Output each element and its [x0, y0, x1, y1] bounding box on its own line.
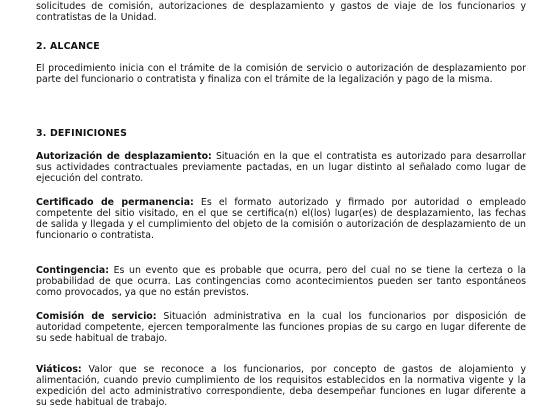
definition-text: Es un evento que es probable que ocurra, pero del cual no se tiene la certeza o la probabilidad de que ocurra. Las contingencias como acontecimientos pueden ser tanto espontáneos como provocados, ya que no están previstos. [36, 265, 526, 298]
definition-term: Certificado de permanencia: [36, 197, 194, 208]
definition-term: Contingencia: [36, 265, 109, 276]
definition-text: Situación en la que el contratista es autorizado para desarrollar sus actividades contractuales previamente pactadas, en un lugar distinto al señalado como lugar de ejecución del contrato. [36, 151, 526, 184]
definition-text: Situación administrativa en la cual los funcionarios por disposición de autoridad competente, ejercen temporalmente las funciones propias de su cargo en lugar diferente de su sede habitual de trabajo. [36, 311, 527, 344]
definition-term: Comisión de servicio: [36, 311, 157, 322]
alcance-paragraph: El procedimiento inicia con el trámite de la comisión de servicio o autorización de desplazamiento por parte del funcionario o contratista y finaliza con el trámite de la legalización y pago de la misma. [36, 63, 526, 85]
section-heading-definiciones: 3. DEFINICIONES [36, 128, 128, 139]
definition-term: Viáticos: [36, 364, 82, 375]
definition-contingencia [36, 265, 526, 298]
definition-text: Es el formato autorizado y firmado por autoridad o empleado competente del sitio visitado, en el que se certifica(n) el(los) lugar(es) de desplazamiento, las fechas de salida y llegada y el cumplimiento del objeto de la comisión o autorización de desplazamiento de un funcionario o contratista. [36, 197, 527, 241]
definition-autorizacion-desplazamiento [36, 151, 526, 184]
section-heading-alcance: 2. ALCANCE [36, 41, 100, 52]
intro-paragraph: solicitudes de comisión, autorizaciones de desplazamiento y gastos de viaje de los funcionarios y contratistas de la Unidad. [36, 1, 526, 23]
definition-text: Valor que se reconoce a los funcionarios, por concepto de gastos de alojamiento y alimentación, cuando previo cumplimiento de los requisitos establecidos en la normativa vigente y la expedición del acto administrativo correspondiente, deba desempeñar funciones en lugar diferente a su sede habitual de trabajo. [36, 364, 526, 408]
definition-comision-servicio [36, 311, 526, 344]
definition-viaticos [36, 364, 526, 408]
definition-certificado-permanencia [36, 197, 526, 241]
definition-term: Autorización de desplazamiento: [36, 151, 212, 162]
